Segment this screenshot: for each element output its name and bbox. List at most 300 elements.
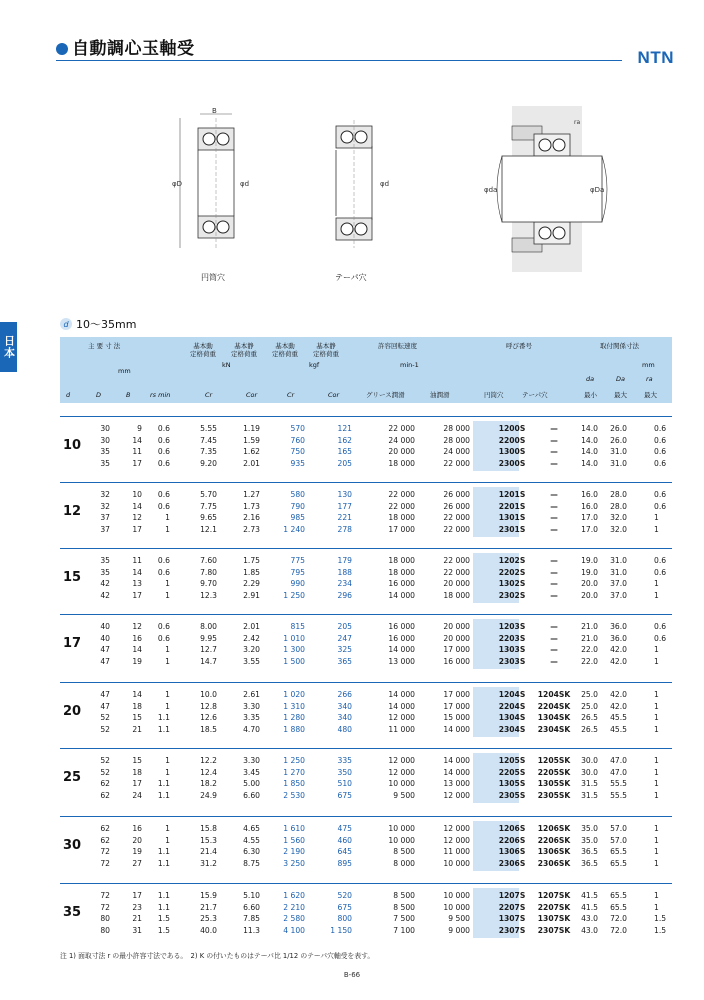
footnote: 注 1) 面取寸法 r の最小許容寸法である。 2) K の付いたものはテーパ比 1/12 のテーパ穴軸受を表す。 <box>60 952 375 960</box>
table-cell: 1 <box>654 779 659 788</box>
table-cell: 775 <box>290 556 305 565</box>
table-cell: 2306S <box>498 858 526 868</box>
table-cell: 42.0 <box>610 645 627 654</box>
table-cell: 510 <box>337 779 352 788</box>
bore-diameter-label: 10 <box>62 438 82 453</box>
table-row <box>60 890 672 901</box>
table-cell: 14 000 <box>388 645 415 654</box>
th-cyl: 円筒穴 <box>484 391 504 399</box>
table-cell: — <box>550 447 558 456</box>
table-cell: 1 <box>165 645 170 654</box>
table-cell: 1 <box>654 656 659 666</box>
table-cell: 1 <box>654 790 659 800</box>
bore-diameter-label: 30 <box>62 838 82 853</box>
th-max-da: 最大 <box>614 391 627 399</box>
table-cell: 247 <box>337 633 352 643</box>
table-cell: 12 000 <box>443 835 470 845</box>
table-cell: 1 <box>165 579 170 588</box>
table-cell: 36.0 <box>610 633 627 643</box>
table-cell: 165 <box>337 447 352 456</box>
table-cell: 0.6 <box>654 622 667 631</box>
table-cell: 26.5 <box>581 724 598 734</box>
table-cell: 21.7 <box>200 902 217 912</box>
table-cell: 1204S <box>498 690 526 699</box>
table-cell: 18.5 <box>200 724 217 734</box>
table-cell: 8 500 <box>393 847 415 856</box>
table-cell: 22 000 <box>443 524 470 534</box>
table-cell: 1 020 <box>283 690 305 699</box>
table-cell: — <box>550 513 558 522</box>
table-cell: 1 <box>654 701 659 711</box>
table-cell: 62 <box>100 824 110 833</box>
table-cell: — <box>550 490 558 499</box>
table-cell: 5.10 <box>243 891 260 900</box>
table-cell: 62 <box>100 835 110 845</box>
table-cell: 12.7 <box>200 645 217 654</box>
th-da: da <box>586 375 595 383</box>
table-cell: 2302S <box>498 590 526 600</box>
table-row <box>60 835 672 846</box>
page-title <box>56 34 195 59</box>
table-cell: 2201S <box>498 501 526 511</box>
table-cell: 37 <box>100 524 110 534</box>
table-cell: 25.0 <box>581 701 598 711</box>
table-cell: 1 <box>165 767 170 777</box>
table-cell: 37.0 <box>610 590 627 600</box>
table-cell: 32.0 <box>610 513 627 522</box>
header-rule <box>56 60 622 61</box>
table-cell: 2205S <box>498 767 526 777</box>
table-cell: 14 <box>132 645 142 654</box>
th-mm: mm <box>118 367 131 375</box>
table-cell: 14.7 <box>200 656 217 666</box>
table-cell: 1.1 <box>157 713 170 722</box>
table-cell: 1.1 <box>157 790 170 800</box>
table-cell: 0.6 <box>157 424 170 433</box>
table-cell: 21 <box>132 914 142 923</box>
table-cell: 15 <box>132 713 142 722</box>
table-cell: 25.3 <box>200 914 217 923</box>
table-cell: 0.6 <box>157 435 170 445</box>
table-cell: 1 150 <box>330 925 352 935</box>
table-cell: 2304SK <box>537 724 571 734</box>
table-cell: 9.65 <box>200 513 217 522</box>
table-cell: — <box>550 501 558 511</box>
table-cell: 28 000 <box>443 435 470 445</box>
table-cell: 21.0 <box>581 622 598 631</box>
table-cell: 23 <box>132 902 142 912</box>
table-cell: 121 <box>337 424 352 433</box>
table-cell: 1300S <box>498 447 526 456</box>
th-speed: 許容回転速度 <box>378 342 417 350</box>
table-cell: 221 <box>337 513 352 522</box>
table-cell: 25.0 <box>581 690 598 699</box>
table-cell: 10 000 <box>443 891 470 900</box>
table-cell: 7.85 <box>243 914 260 923</box>
table-cell: 2.16 <box>243 513 260 522</box>
table-cell: 520 <box>337 891 352 900</box>
table-cell: 1.73 <box>243 501 260 511</box>
table-cell: 27 <box>132 858 142 868</box>
bore-diameter-label: 20 <box>62 704 82 719</box>
table-cell: 45.5 <box>610 713 627 722</box>
table-cell: 177 <box>337 501 352 511</box>
table-cell: 35 <box>100 447 110 456</box>
table-cell: 32 <box>100 501 110 511</box>
table-cell: 11 000 <box>443 847 470 856</box>
table-cell: 1307SK <box>537 914 571 923</box>
table-cell: 16.0 <box>581 501 598 511</box>
table-cell: 10 000 <box>388 824 415 833</box>
table-cell: 1303S <box>498 645 526 654</box>
table-cell: 1 <box>165 590 170 600</box>
size-range <box>60 316 136 332</box>
table-cell: 1 <box>654 767 659 777</box>
table-cell: 800 <box>337 914 352 923</box>
th-max-ra: 最大 <box>644 391 657 399</box>
table-cell: 72 <box>100 891 110 900</box>
table-cell: 130 <box>337 490 352 499</box>
table-cell: 14 000 <box>443 767 470 777</box>
table-cell: 37.0 <box>610 579 627 588</box>
table-cell: 42 <box>100 590 110 600</box>
table-cell: 2207SK <box>537 902 571 912</box>
table-cell: — <box>550 622 558 631</box>
table-cell: 26.0 <box>610 424 627 433</box>
table-cell: 205 <box>337 622 352 631</box>
table-cell: 0.6 <box>654 435 667 445</box>
table-cell: — <box>550 590 558 600</box>
table-group-d-15 <box>60 548 672 606</box>
table-cell: 1 <box>654 756 659 765</box>
table-cell: 1306SK <box>537 847 571 856</box>
table-row <box>60 458 672 469</box>
table-cell: 266 <box>337 690 352 699</box>
table-cell: 16 <box>132 824 142 833</box>
table-cell: 22.0 <box>581 645 598 654</box>
table-cell: 4.65 <box>243 824 260 833</box>
table-cell: 30 <box>100 435 110 445</box>
table-cell: 22 000 <box>388 424 415 433</box>
table-cell: 4 100 <box>283 925 305 935</box>
table-cell: 9 500 <box>393 790 415 800</box>
table-cell: 3.55 <box>243 656 260 666</box>
table-cell: — <box>550 656 558 666</box>
th-cr-kgf: Cr <box>287 391 295 399</box>
table-cell: 17.0 <box>581 513 598 522</box>
table-cell: 1 <box>654 590 659 600</box>
table-cell: 17 000 <box>388 524 415 534</box>
table-cell: 4.55 <box>243 835 260 845</box>
table-cell: 24 000 <box>388 435 415 445</box>
table-cell: 935 <box>290 458 305 468</box>
table-cell: 6.60 <box>243 902 260 912</box>
table-group-d-12 <box>60 482 672 540</box>
th-rs: rs min <box>150 391 171 399</box>
table-cell: 1 <box>165 824 170 833</box>
table-cell: 2 210 <box>283 902 305 912</box>
table-cell: 30.0 <box>581 756 598 765</box>
table-cell: 47 <box>100 690 110 699</box>
table-cell: 12.2 <box>200 756 217 765</box>
table-cell: 17 000 <box>443 690 470 699</box>
table-cell: 2.01 <box>243 622 260 631</box>
table-cell: 26.0 <box>610 435 627 445</box>
table-cell: 3.35 <box>243 713 260 722</box>
table-cell: 1 500 <box>283 656 305 666</box>
table-cell: 35 <box>100 567 110 577</box>
table-cell: 2 190 <box>283 847 305 856</box>
table-cell: 1305S <box>498 779 526 788</box>
table-cell: 14.0 <box>581 458 598 468</box>
table-cell: 16 000 <box>388 622 415 631</box>
table-cell: 14 <box>132 690 142 699</box>
table-cell: 3.30 <box>243 701 260 711</box>
bore-diameter-label: 15 <box>62 570 82 585</box>
table-cell: 26 000 <box>443 501 470 511</box>
table-cell: 28.0 <box>610 501 627 511</box>
table-cell: 1 <box>654 513 659 522</box>
table-row <box>60 435 672 446</box>
table-cell: 1 <box>654 858 659 868</box>
table-cell: 36.5 <box>581 858 598 868</box>
table-cell: 1 <box>654 824 659 833</box>
table-cell: 1 010 <box>283 633 305 643</box>
table-cell: 62 <box>100 790 110 800</box>
table-cell: 12 000 <box>443 824 470 833</box>
table-cell: 2205SK <box>537 767 571 777</box>
table-cell: 80 <box>100 925 110 935</box>
table-cell: 47 <box>100 701 110 711</box>
table-cell: 65.5 <box>610 902 627 912</box>
table-cell: 3.20 <box>243 645 260 654</box>
figure-mounting <box>482 106 612 272</box>
table-cell: 0.6 <box>157 633 170 643</box>
table-cell: 2307S <box>498 925 526 935</box>
table-cell: 11 000 <box>388 724 415 734</box>
table-cell: — <box>550 424 558 433</box>
table-cell: 1 270 <box>283 767 305 777</box>
table-cell: 55.5 <box>610 779 627 788</box>
table-cell: 2206SK <box>537 835 571 845</box>
table-cell: 43.0 <box>581 914 598 923</box>
table-cell: 5.00 <box>243 779 260 788</box>
table-cell: 14 000 <box>388 690 415 699</box>
svg-text:φda: φda <box>484 186 498 194</box>
table-cell: 31.5 <box>581 779 598 788</box>
table-cell: 1.19 <box>243 424 260 433</box>
table-cell: 2.29 <box>243 579 260 588</box>
table-cell: 11 <box>132 556 142 565</box>
table-cell: 13 <box>132 579 142 588</box>
table-cell: 1 560 <box>283 835 305 845</box>
table-cell: 1207S <box>498 891 526 900</box>
table-row <box>60 925 672 936</box>
svg-text:φd: φd <box>240 180 250 188</box>
table-cell: 65.5 <box>610 891 627 900</box>
table-cell: — <box>550 556 558 565</box>
table-cell: — <box>550 579 558 588</box>
table-row <box>60 489 672 500</box>
table-cell: 1 <box>654 891 659 900</box>
table-group-d-25 <box>60 748 672 806</box>
table-cell: 1205SK <box>537 756 571 765</box>
table-row <box>60 712 672 723</box>
table-row <box>60 578 672 589</box>
table-cell: 6.60 <box>243 790 260 800</box>
table-cell: 26 000 <box>443 490 470 499</box>
table-row <box>60 724 672 735</box>
table-cell: 14 000 <box>443 756 470 765</box>
table-cell: 65.5 <box>610 847 627 856</box>
table-cell: 1 310 <box>283 701 305 711</box>
th-stat-load: 基本静 定格荷重 <box>231 342 257 358</box>
table-cell: 32 <box>100 490 110 499</box>
table-row <box>60 902 672 913</box>
table-cell: 0.6 <box>654 556 667 565</box>
table-cell: 2307SK <box>537 925 571 935</box>
table-cell: 42.0 <box>610 701 627 711</box>
table-cell: 57.0 <box>610 824 627 833</box>
table-cell: 2 580 <box>283 914 305 923</box>
table-cell: 0.6 <box>157 622 170 631</box>
table-row <box>60 633 672 644</box>
table-cell: 12 000 <box>388 767 415 777</box>
table-cell: 31.0 <box>610 567 627 577</box>
table-cell: 0.6 <box>654 424 667 433</box>
table-cell: 26.5 <box>581 713 598 722</box>
table-cell: 2304S <box>498 724 526 734</box>
side-tab: 日本 <box>0 322 17 372</box>
th-mount: 取付関係寸法 <box>600 342 639 350</box>
th-number: 呼び番号 <box>506 342 532 350</box>
table-cell: 1 <box>654 713 659 722</box>
table-cell: 1 300 <box>283 645 305 654</box>
table-cell: 1205S <box>498 756 526 765</box>
table-cell: 815 <box>290 622 305 631</box>
table-cell: 335 <box>337 756 352 765</box>
table-cell: 12 000 <box>388 756 415 765</box>
table-cell: 2306SK <box>537 858 571 868</box>
table-cell: 340 <box>337 701 352 711</box>
table-cell: 1 <box>165 524 170 534</box>
table-cell: 13 000 <box>388 656 415 666</box>
table-cell: 3 250 <box>283 858 305 868</box>
table-cell: 2301S <box>498 524 526 534</box>
table-cell: 8.00 <box>200 622 217 631</box>
size-range-text: 10～35mm <box>76 318 137 331</box>
table-cell: 24 <box>132 790 142 800</box>
table-cell: 2305S <box>498 790 526 800</box>
table-cell: 14 <box>132 501 142 511</box>
table-cell: 31 <box>132 925 142 935</box>
th-taper: テーパ穴 <box>522 391 548 399</box>
table-cell: 1.27 <box>243 490 260 499</box>
bore-diameter-label: 35 <box>62 905 82 920</box>
table-cell: 3.45 <box>243 767 260 777</box>
table-cell: 22 000 <box>388 490 415 499</box>
table-row <box>60 778 672 789</box>
table-cell: 7 100 <box>393 925 415 935</box>
table-cell: 20 000 <box>443 579 470 588</box>
table-row <box>60 689 672 700</box>
table-cell: 795 <box>290 567 305 577</box>
table-cell: 18 000 <box>443 590 470 600</box>
table-cell: 8.75 <box>243 858 260 868</box>
table-cell: 18 000 <box>388 567 415 577</box>
table-cell: 3.30 <box>243 756 260 765</box>
table-cell: 2200S <box>498 435 526 445</box>
table-cell: 22 000 <box>388 501 415 511</box>
table-cell: 2.73 <box>243 524 260 534</box>
table-cell: 24 000 <box>443 447 470 456</box>
table-cell: — <box>550 458 558 468</box>
table-cell: 1.1 <box>157 891 170 900</box>
table-cell: 475 <box>337 824 352 833</box>
th-stat-load-kgf: 基本静 定格荷重 <box>313 342 339 358</box>
table-cell: — <box>550 435 558 445</box>
table-cell: 10 000 <box>443 902 470 912</box>
bullet-icon <box>56 43 68 55</box>
table-cell: 17.0 <box>581 524 598 534</box>
table-cell: 2303S <box>498 656 526 666</box>
table-cell: 35 <box>100 556 110 565</box>
table-cell: 790 <box>290 501 305 511</box>
table-cell: 31.5 <box>581 790 598 800</box>
table-row <box>60 644 672 655</box>
table-cell: 9.70 <box>200 579 217 588</box>
table-cell: 480 <box>337 724 352 734</box>
table-cell: 278 <box>337 524 352 534</box>
table-cell: 8 500 <box>393 891 415 900</box>
figure-label-tapered: テーパ穴 <box>335 273 367 282</box>
table-cell: 12.3 <box>200 590 217 600</box>
table-cell: 19 <box>132 847 142 856</box>
table-cell: 15 <box>132 756 142 765</box>
table-cell: 675 <box>337 790 352 800</box>
table-cell: 22 000 <box>443 513 470 522</box>
table-cell: 43.0 <box>581 925 598 935</box>
table-cell: 9.20 <box>200 458 217 468</box>
th-main-dims: 主 要 寸 法 <box>88 342 121 350</box>
table-cell: 7.75 <box>200 501 217 511</box>
table-cell: 1200S <box>498 424 526 433</box>
table-cell: 1304SK <box>537 713 571 722</box>
th-kgf: kgf <box>309 361 320 369</box>
table-cell: 0.6 <box>157 567 170 577</box>
table-cell: 20.0 <box>581 579 598 588</box>
table-cell: 41.5 <box>581 891 598 900</box>
table-cell: 17 <box>132 891 142 900</box>
table-row <box>60 567 672 578</box>
table-cell: 0.6 <box>654 447 667 456</box>
table-cell: 30.0 <box>581 767 598 777</box>
table-cell: 19 <box>132 656 142 666</box>
table-cell: 0.6 <box>654 633 667 643</box>
table-cell: 1 <box>654 847 659 856</box>
table-group-d-35 <box>60 883 672 941</box>
table-cell: 18 000 <box>388 513 415 522</box>
table-cell: 1 <box>165 701 170 711</box>
bore-diameter-label: 25 <box>62 770 82 785</box>
table-cell: 7.45 <box>200 435 217 445</box>
table-cell: 47 <box>100 645 110 654</box>
table-cell: 9 000 <box>448 925 470 935</box>
table-cell: 1.1 <box>157 902 170 912</box>
table-cell: 15.3 <box>200 835 217 845</box>
table-cell: 14 <box>132 567 142 577</box>
table-cell: 5.70 <box>200 490 217 499</box>
